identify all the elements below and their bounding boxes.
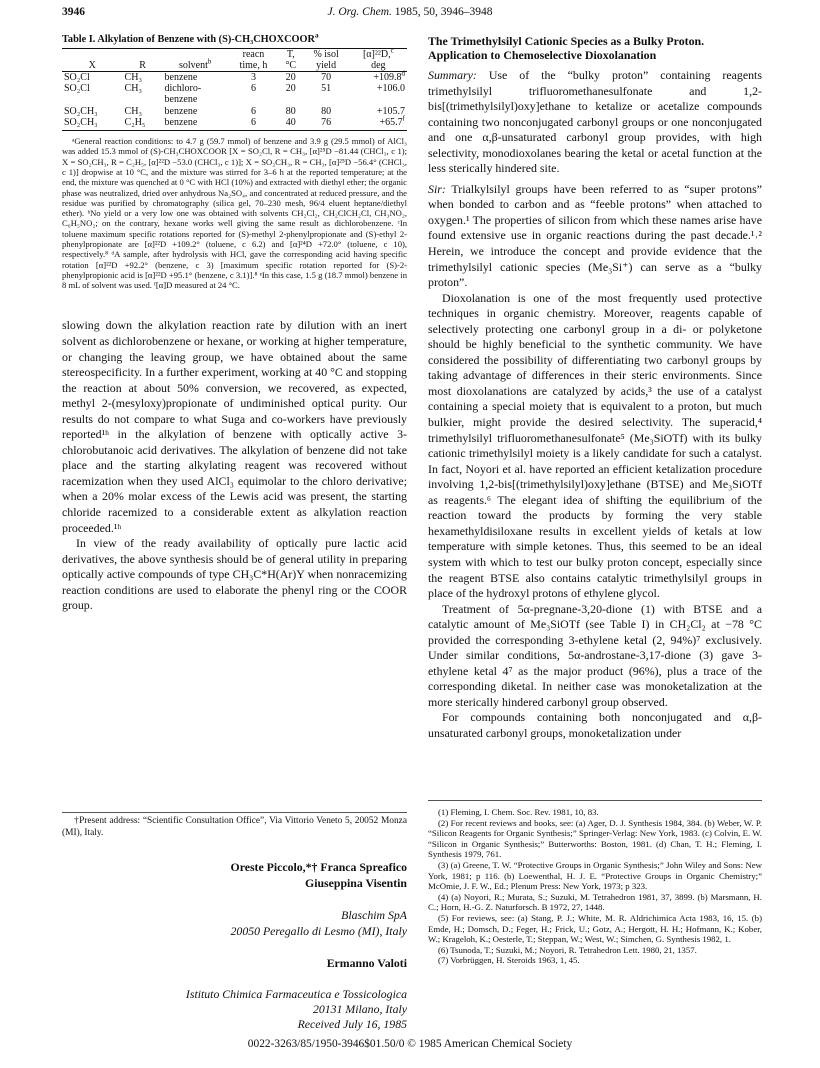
reference-item: (4) (a) Noyori, R.; Murata, S.; Suzuki, M. Tetrahedron 1981, 37, 3899. (b) Marsmann, H. C.; Horn, H.-G. Z. Naturforsch. B 1972, 27, 1448. bbox=[428, 891, 762, 913]
cell-solvent: benzene bbox=[164, 116, 198, 128]
communication-title: The Trimethylsilyl Cationic Species as a Bulky Proton. Application to Chemoselective Dioxolanation bbox=[428, 34, 705, 62]
left-column bbox=[62, 31, 407, 614]
footnote-mark: d bbox=[401, 69, 405, 78]
right-paragraph-2: Dioxolanation is one of the most frequently used protective techniques in organic chemistry. Moreover, reagents capable of selectively protecting one carbonyl group in a di- or polyketone should be highly beneficial to the synthetic community. We have considered the possibility of differentiating two carbonyl groups by taking advantage of differences in their steric environments. Since most dioxolanations are catalyzed by acids,³ the use of a catalyst containing a special moiety that is equivalent to a proton, but much bulkier, might provide the desired selectivity. The superacid,⁴ trimethylsilyl trifluoromethanesulfonate⁵ (Me₃SiOTf) with its bulky cationic trimethylsilyl moiety is a likely candidate for such a catalyst. In fact, Noyori et al. have reported an efficient ketalization procedure involving 1,2-bis[(trimethylsilyl)oxy]ethane (BTSE) and Me₃SiOTf as reagents.⁶ The elegant idea of shifting the equilibrium of the reaction toward the products by forming the very stable hexamethyldisiloxane results in excellent yields of ketals at low temperature with simple ketones. Thus, this seemed to be an ideal system with which to test our bulky proton concept, especially since the reagent BTSE also contains catalytic trimethylsilyl groups in place of the hydroxyl protons of ethylene glycol. bbox=[428, 290, 762, 601]
reference-item: (2) For recent reviews and books, see: (a) Ager, D. J. Synthesis 1984, 384. (b) Weber, W. P. “Silicon Reagents for Organic Synthesis;” Springer-Verlag: New York, 1983. (c) Colvin, E. W. “Silicon in Organic Synthesis;” Butterworths: Boston, 1981. (d) Chan, T. H.; Fleming, I. Synthesis 1979, 761. bbox=[428, 817, 762, 860]
cell-yield: 70 bbox=[321, 72, 332, 83]
authors-line-1: Oreste Piccolo,*† Franca Spreafico bbox=[230, 860, 407, 874]
cell-time: 6 bbox=[250, 83, 256, 95]
cell-X: SO₂CH₃ bbox=[64, 116, 98, 128]
right-paragraph-4: For compounds containing both nonconjugated and α,β-unsaturated carbonyl groups, monoketalization under bbox=[428, 710, 762, 740]
cell-yield: 80 bbox=[321, 105, 332, 117]
col-time: time, h bbox=[239, 60, 268, 71]
affiliation-1b: 20050 Peregallo di Lesmo (MI), Italy bbox=[230, 924, 407, 938]
table-row bbox=[62, 106, 407, 117]
col-reacn: reacn bbox=[242, 49, 265, 60]
cell-yield: 76 bbox=[321, 116, 332, 128]
cell-R: CH₃ bbox=[124, 105, 142, 117]
cell-T: 20 bbox=[285, 83, 296, 95]
received-date: Received July 16, 1985 bbox=[297, 1017, 407, 1031]
cell-solvent: dichloro- bbox=[164, 83, 202, 95]
right-column bbox=[428, 34, 762, 742]
cell-X: SO₂Cl bbox=[64, 83, 90, 95]
table-row bbox=[62, 117, 407, 131]
col-yield: yield bbox=[316, 60, 337, 71]
cell-alpha: +109.8$^d$ bbox=[373, 69, 405, 83]
cell-time: 6 bbox=[250, 105, 256, 117]
present-address: †Present address: “Scientific Consultation Office”, Via Vittorio Veneto 5, 20052 Monza (MI), Italy. bbox=[62, 812, 407, 839]
cell-T: 80 bbox=[285, 105, 296, 117]
col-R: R bbox=[139, 60, 146, 71]
cell-alpha bbox=[350, 94, 407, 105]
left-paragraph-1: slowing down the alkylation reaction rate by dilution with an inert solvent as dichlorobenzene or hexane, or working at higher temperature, or changing the leaving group, we have obtained about the same stereospecificity. In a further experiment, working at 40 °C and stopping the reaction at about 50% conversion, we recovered, as expected, methyl 2-(mesyloxy)propionate of undiminished optical purity. Our results do not compare to what Suga and co-workers have previously reported¹ʰ in the alkylation of benzene with optically active 3-chlorobutanoic acid derivatives. The alkylation of benzene did not take place and the starting alkylating reagent was recovered without racemization when they used AlCl₃ equimolar to the chloro derivative; when a 20% molar excess of the Lewis acid was present, the starting chloride racemized to a considerable extent as alkylation reaction proceeded.¹ʰ bbox=[62, 318, 407, 535]
table-row bbox=[62, 83, 407, 94]
reference-item: (7) Vorbrüggen, H. Steroids 1963, 1, 45. bbox=[438, 955, 580, 966]
footer-copyright: 0022-3263/85/1950-3946$01.50/0 © 1985 American Chemical Society bbox=[247, 1038, 573, 1050]
journal-citation bbox=[62, 6, 758, 18]
cell-R: C₂H₅ bbox=[124, 116, 146, 128]
reference-item: (1) Fleming, I. Chem. Soc. Rev. 1981, 10, 83. bbox=[438, 807, 599, 817]
cell-alpha: +65.7$^f$ bbox=[379, 114, 405, 128]
cell-R: CH₃ bbox=[124, 72, 142, 83]
table-row bbox=[62, 94, 407, 105]
col-alpha: [α]²²D,$^c$ bbox=[362, 46, 394, 60]
affiliation-1a: Blaschim SpA bbox=[341, 908, 407, 922]
journal-name: J. Org. Chem. bbox=[327, 6, 392, 18]
cell-X: SO₂Cl bbox=[64, 72, 90, 83]
reference-item: (5) For reviews, see: (a) Stang, P. J.; White, M. R. Aldrichimica Acta 1983, 16, 15. (b) Emde, H.; Domsch, D.; Feger, H.; Frick, U.; Gotz, A.; Hergott, H. H.; Hofmann, K.; Kober, W.; Krageloh, K.; Oesterle, T.; Steppan, W.; West, W.; Simchen, G. Synthesis 1982, 1. bbox=[428, 912, 762, 945]
cell-X bbox=[62, 94, 123, 105]
left-paragraph-2: In view of the ready availability of optically pure lactic acid derivatives, the above synthesis should be of general utility in preparing optically active compounds of type CH₃C*H(Ar)Y when nonracemizing reaction conditions are used to elaborate the phenyl ring or the COOR group. bbox=[62, 536, 407, 613]
cell-solvent: benzene bbox=[164, 105, 198, 117]
affiliation-2b: 20131 Milano, Italy bbox=[312, 1002, 407, 1016]
cell-T: 40 bbox=[285, 116, 296, 128]
summary-paragraph: Summary: Use of the “bulky proton” containing reagents trimethylsilyl trifluoromethanesulfonate and 1,2-bis[(trimethylsilyl)oxy]ethane to ketalize or acetalize compounds containing two nonconjugated carbonyl groups or one nonconjugated and one α,β-unsaturated carbonyl group provides, with high selectivity, monodioxolanes bearing the ketal or acetal function at the less sterically hindered site. bbox=[428, 68, 762, 176]
page-number: 3946 bbox=[62, 6, 85, 18]
cell-R bbox=[123, 94, 163, 105]
cell-time: 3 bbox=[250, 72, 256, 83]
authors-line-2: Giuseppina Visentin bbox=[305, 876, 407, 890]
cell-time: 6 bbox=[250, 116, 256, 128]
cell-T bbox=[279, 94, 303, 105]
page-header bbox=[62, 6, 758, 22]
col-C: °C bbox=[285, 60, 297, 71]
cell-solvent: benzene bbox=[164, 94, 198, 106]
cell-time bbox=[228, 94, 279, 105]
cell-solvent: benzene bbox=[164, 72, 198, 83]
col-X: X bbox=[88, 60, 96, 71]
cell-alpha: +105.7 bbox=[376, 105, 405, 117]
cell-yield: 51 bbox=[321, 83, 332, 95]
reference-item: (3) (a) Greene, T. W. “Protective Groups in Organic Synthesis;” John Wiley and Sons: New York, 1981; p 116. (b) Loewenthal, H. J. E. “Protective Groups in Organic Chemistry;” McOmie, J. F. W., Ed.; Plenum Press: New York, 1973; p 323. bbox=[428, 859, 762, 892]
affiliation-2a: Istituto Chimica Farmaceutica e Tossicologica bbox=[185, 987, 407, 1001]
col-T: T, bbox=[286, 49, 295, 60]
col-solvent: solvent$^b$ bbox=[179, 57, 212, 71]
journal-volume: 1985, 50, 3946–3948 bbox=[391, 6, 493, 18]
right-paragraph-3: Treatment of 5α-pregnane-3,20-dione (1) with BTSE and a catalytic amount of Me₃SiOTf (see Table I) in CH₂Cl₂ at −78 °C provided the corresponding 3-ethylene ketal (2, 94%)⁷ exclusively. Under similar conditions, 5α-androstane-3,17-dione (3) gave 3-ethylene ketal 4⁷ as the major product (96%), plus a trace of the corresponding diketal. In neither case was monoketalization at the more sterically hindered carbonyl group observed. bbox=[428, 601, 762, 709]
col-isol: % isol bbox=[313, 49, 339, 60]
reference-item: (6) Tsunoda, T.; Suzuki, M.; Noyori, R. Tetrahedron Lett. 1980, 21, 1357. bbox=[438, 944, 697, 955]
table-footnotes: ᵃGeneral reaction conditions: to 4.7 g (59.7 mmol) of benzene and 3.9 g (29.5 mmol) of AlCl₃ was added 15.3 mmol of (S)-CH₃CHOXCOOR [X = SO₂Cl, R = CH₃, [α]²⁵D −81.44 (CHCl₃, c 1); X = SO₂CH₃, R = C₂H₅, [α]²²D −53.0 (CHCl₃, c 1)]; X = SO₂CH₃, R = CH₃, [α]²⁵D −56.4° (CHCl₃, c 1)] dropwise at 10 °C, and the mixture was stirred for 3–6 h at the reported temperature; at the end, the mixture was quenched at 0 °C with HCl (10%) and extracted with diethyl ether; the organic phase was neutralized, dried over anhydrous Na₂SO₄, and concentrated at reduced pressure, and the residue was purified by chromatography (silica gel, 70–230 mesh, 96/4 eluent heptane/diethyl ether). ᵇNo yield or a very low one was obtained with solvents CH₂Cl₂, CH₂ClCH₂Cl, CH₃NO₂, C₆H₅NO₂; on the contrary, hexane works well giving the same result as dichlorobenzene. ᶜIn toluene maximum specific rotations reported for (S)-methyl 2-phenylpropionate and (S)-ethyl 2-phenylpropionate are [α]²²D +109.2° (toluene, c 6.2) and [α]²⁴D +72.0° (toluene, c 10), respectively.⁸ ᵈA sample, after hydrolysis with HCl, gave the corresponding acid having specific rotation [α]²²D +92.2° (benzene, c 3) [maximum specific rotation reported for (S)-2-phenylpropionic acid is [α]²²D +95.1° (benzene, c 3.1)].⁸ ᵉIn this case, 1.5 g (18.7 mmol) benzene in 8 mL of solvent was used. ᶠ[α]D measured at 24 °C. bbox=[62, 136, 407, 291]
table-caption: Table I. Alkylation of Benzene with (S)-CH₃CHOXCOOR$^a$ bbox=[62, 31, 319, 45]
author-2: Ermanno Valoti bbox=[326, 956, 407, 970]
cell-yield bbox=[303, 94, 350, 105]
alkylation-table bbox=[62, 48, 407, 131]
cell-alpha: +106.0 bbox=[376, 83, 405, 95]
cell-T: 20 bbox=[285, 72, 296, 83]
cell-R: CH₃ bbox=[124, 83, 142, 95]
col-deg: deg bbox=[371, 60, 386, 71]
cell-X: SO₂CH₃ bbox=[64, 105, 98, 117]
table-row bbox=[62, 72, 407, 84]
footnote-mark: f bbox=[402, 114, 405, 123]
references bbox=[428, 800, 762, 966]
sir-paragraph: Sir: Trialkylsilyl groups have been referred to as “super protons” when bonded to carbon and as “feeble protons” when attached to oxygen.¹ The properties of silicon from which these names arise have found extensive use in organic reactions during the past decade.¹˒² Herein, we introduce the concept and provide evidence that the trimethylsilyl cationic species (Me₃Si⁺) can serve as a “bulky proton”. bbox=[428, 181, 762, 290]
